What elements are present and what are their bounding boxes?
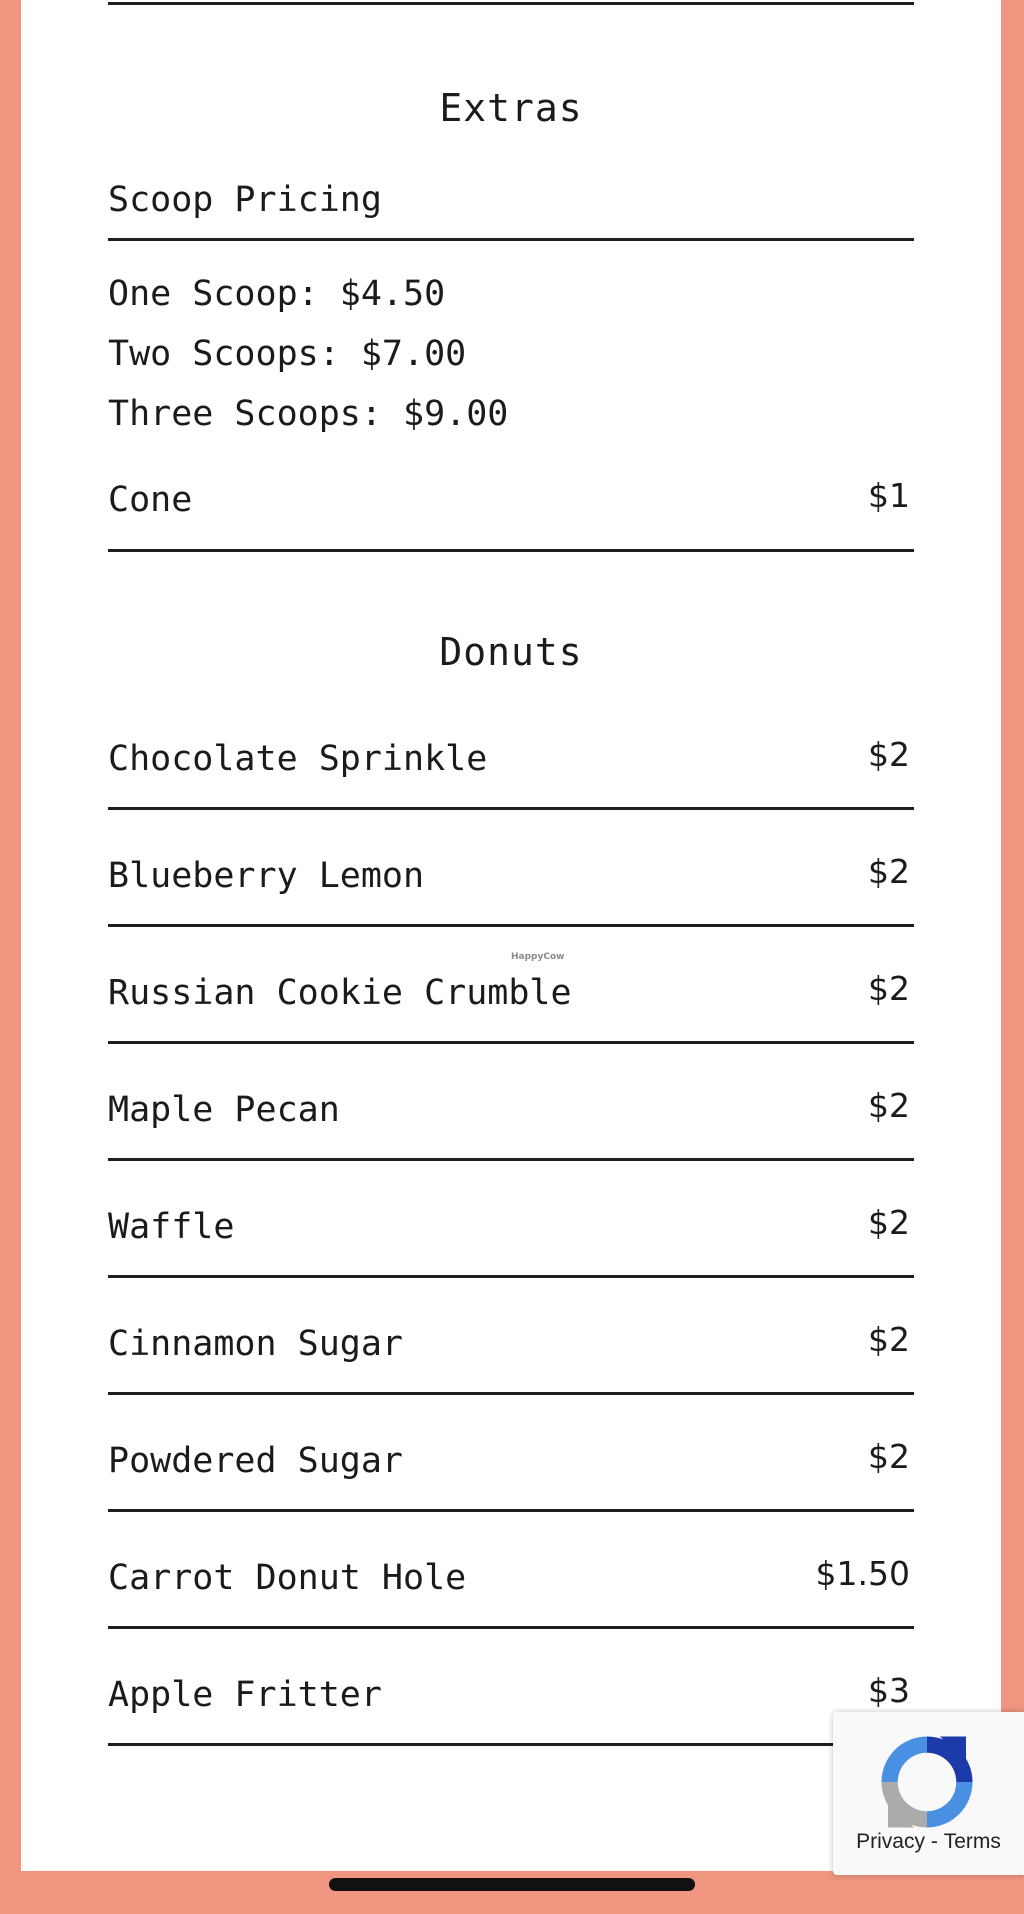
terms-link[interactable]: Terms: [943, 1830, 1001, 1853]
item-price: $1: [868, 476, 910, 515]
privacy-link[interactable]: Privacy: [856, 1830, 925, 1853]
item-price: $2: [868, 1320, 910, 1359]
item-name: Maple Pecan: [108, 1090, 340, 1130]
menu-row-apple-fritter: [108, 1629, 914, 1746]
item-name: Cinnamon Sugar: [108, 1324, 404, 1364]
recaptcha-badge[interactable]: [833, 1712, 1024, 1875]
item-name: Blueberry Lemon: [108, 856, 425, 896]
home-indicator-bar[interactable]: [329, 1878, 695, 1891]
menu-row-cone: [108, 476, 914, 552]
recaptcha-links: [833, 1830, 1024, 1854]
section-title-extras: Extras: [439, 86, 583, 130]
section-title-donuts: Donuts: [439, 630, 583, 674]
scoop-price-one: One Scoop: $4.50: [108, 274, 446, 314]
scoop-pricing-label: Scoop Pricing: [108, 180, 382, 220]
item-price: $2: [868, 735, 910, 774]
menu-row-chocolate-sprinkle: [108, 693, 914, 810]
scoop-price-three: Three Scoops: $9.00: [108, 394, 509, 434]
menu-card: [21, 0, 1001, 1871]
menu-row-maple-pecan: [108, 1044, 914, 1161]
menu-row-waffle: [108, 1161, 914, 1278]
menu-row-carrot-donut-hole: [108, 1512, 914, 1629]
menu-row-cinnamon-sugar: [108, 1278, 914, 1395]
divider: [108, 1743, 914, 1746]
item-price: $2: [868, 969, 910, 1008]
happycow-watermark: HappyCow: [511, 952, 565, 962]
menu-row-blueberry-lemon: [108, 810, 914, 927]
item-price: $3: [868, 1671, 910, 1710]
divider: [108, 549, 914, 552]
item-name: Carrot Donut Hole: [108, 1558, 467, 1598]
divider: [108, 238, 914, 241]
item-price: $2: [868, 852, 910, 891]
item-price: $1.50: [815, 1554, 910, 1593]
menu-row-russian-cookie-crumble: [108, 927, 914, 1044]
menu-row-powdered-sugar: [108, 1395, 914, 1512]
scoop-price-two: Two Scoops: $7.00: [108, 334, 467, 374]
item-name: Powdered Sugar: [108, 1441, 404, 1481]
item-name: Waffle: [108, 1207, 235, 1247]
item-price: $2: [868, 1437, 910, 1476]
item-name: Chocolate Sprinkle: [108, 739, 488, 779]
item-price: $2: [868, 1086, 910, 1125]
item-price: $2: [868, 1203, 910, 1242]
divider: [108, 2, 914, 5]
item-name: Apple Fritter: [108, 1675, 382, 1715]
recaptcha-logo-icon: [875, 1730, 979, 1834]
link-separator: -: [930, 1830, 938, 1853]
item-name: Cone: [108, 480, 193, 520]
item-name: Russian Cookie Crumble: [108, 973, 572, 1013]
